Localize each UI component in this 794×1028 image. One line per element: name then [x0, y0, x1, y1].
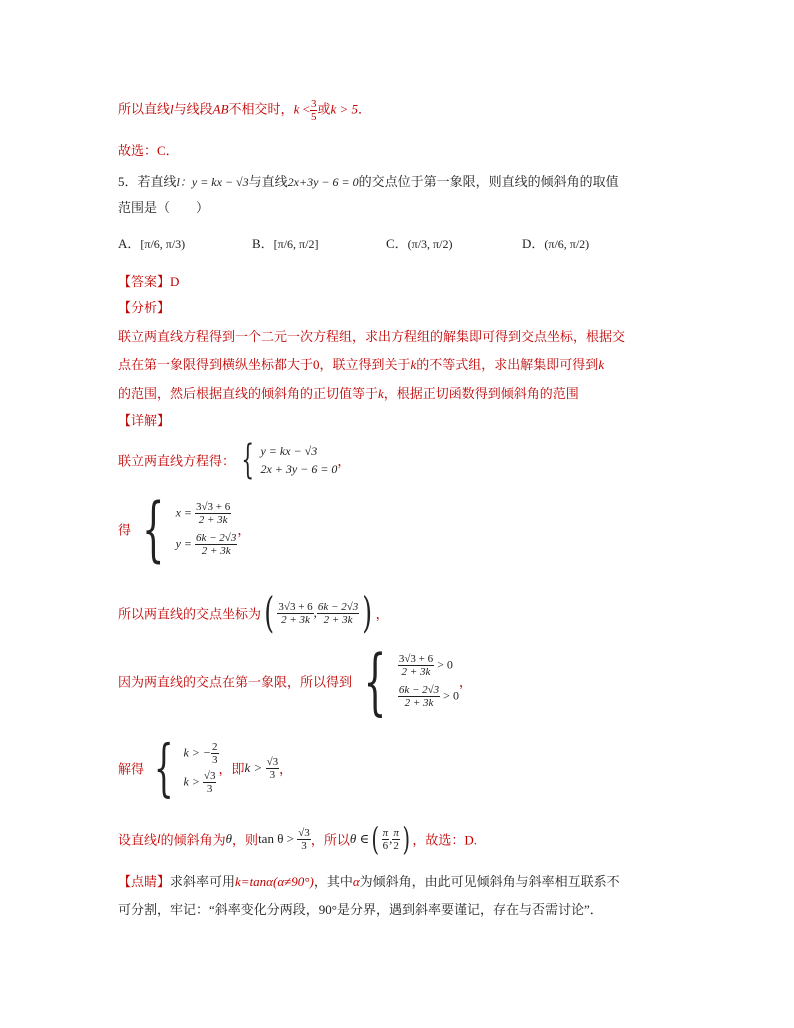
paren-left: (: [371, 820, 380, 858]
text: 为倾斜角，由此可见倾斜角与斜率相互联系不: [359, 874, 620, 889]
numerator: √3: [298, 826, 310, 839]
var-alpha: α: [352, 874, 360, 889]
answer-line: [118, 271, 179, 290]
analysis-line-1: [118, 326, 625, 345]
analysis-line-2: [118, 354, 604, 373]
denominator: 2 + 3k: [198, 514, 228, 526]
numerator: 6k − 2√3: [398, 684, 440, 696]
option-value: [π/6, π/3): [140, 237, 186, 251]
numerator: 3√3 + 6: [196, 501, 231, 513]
text: 解得: [118, 761, 145, 777]
equation-2: 2x + 3y − 6 = 0: [260, 462, 338, 476]
comma: ，: [237, 522, 251, 538]
text: ，即: [218, 761, 245, 777]
text: 联立两直线方程得到一个二元一次方程组，求出方程组的解集即可得到交点坐标，根据交: [118, 329, 626, 344]
gt-zero: > 0: [443, 688, 459, 703]
x-fraction: [195, 501, 231, 526]
inequality-x: [398, 653, 459, 678]
paren-right: ): [362, 588, 373, 637]
period: ．: [358, 101, 372, 117]
text: 的交点位于第一象限，则直线的倾斜角的取值: [358, 174, 619, 189]
comma: ，: [458, 674, 472, 690]
fraction-sqrt3-3: [203, 770, 217, 795]
text: ，故选：D.: [412, 832, 477, 848]
detail-step-2: [118, 488, 251, 570]
question-number: 5．: [118, 174, 138, 189]
equation-l: l：y = kx − √3: [176, 175, 249, 189]
detail-tag: [118, 410, 170, 429]
var-l: l: [170, 101, 174, 117]
comma: ,: [313, 605, 317, 620]
text: 不相交时，: [228, 101, 294, 117]
detail-step-1: [118, 437, 351, 483]
lt-sign: <: [302, 101, 310, 117]
comma: ,: [389, 831, 393, 846]
answer-prev-text: 故选：C．: [118, 143, 179, 158]
fraction-sqrt3-3: [266, 756, 280, 781]
option-label: A．: [118, 236, 141, 251]
var-l: l: [157, 831, 161, 846]
result-system: [183, 741, 218, 795]
text: 与直线: [248, 174, 288, 189]
text: 的范围，然后根据直线的倾斜角的正切值等于: [118, 386, 379, 401]
text: 若直线: [137, 174, 177, 189]
denominator: 2 + 3k: [323, 613, 353, 626]
comma: ，: [279, 761, 293, 777]
k-bound-1: [183, 741, 218, 766]
var-ab: AB: [212, 101, 229, 117]
denominator: 3: [212, 754, 218, 766]
text: 与线段: [173, 101, 213, 117]
var-k: k: [410, 357, 417, 372]
detail-tag-text: 【详解】: [118, 413, 171, 428]
text: 的不等式组，求出解集即可得到: [416, 357, 599, 372]
k-result: k >: [244, 760, 263, 775]
y-fraction: [398, 684, 440, 709]
comma: ，: [375, 606, 389, 622]
numerator: 3: [310, 98, 317, 110]
brace-icon: {: [363, 639, 387, 723]
text: 因为两直线的交点在第一象限，所以得到: [118, 674, 353, 690]
text: 的倾斜角为: [160, 832, 226, 848]
option-label: C．: [386, 236, 408, 251]
brace-icon: {: [241, 437, 255, 483]
comment-tag: 【点睛】: [118, 874, 171, 889]
answer-value: D: [170, 274, 180, 289]
numerator: 6k − 2√3: [196, 532, 237, 544]
denominator: 2 + 3k: [201, 545, 231, 557]
question-5-line-1: [118, 171, 619, 190]
denominator: 5: [310, 111, 317, 123]
fraction-pi-2: $\frac{\pi}{2}$: [393, 826, 399, 852]
comment-line-2: [118, 899, 603, 918]
fraction-2-3: [211, 741, 219, 766]
option-value: (π/3, π/2): [407, 237, 453, 251]
equation-1: y = kx − √3: [260, 444, 318, 458]
line-1: [118, 98, 371, 123]
option-value: [π/6, π/2]: [273, 237, 319, 251]
comma: ，: [337, 453, 351, 469]
fraction-sqrt3-3: [297, 827, 311, 852]
k-lhs: k >: [183, 774, 200, 789]
theta-in: θ ∈: [349, 831, 370, 846]
x-fraction: [398, 653, 434, 678]
text: 所以直线: [118, 101, 171, 117]
k-lhs: k > −: [183, 745, 211, 760]
equation-system: [260, 442, 337, 478]
option-label: D．: [522, 236, 545, 251]
text: 得: [118, 522, 132, 538]
brace-icon: {: [153, 731, 174, 804]
numerator: √3: [203, 770, 216, 782]
answer-tag: 【答案】: [118, 274, 171, 289]
denominator: 2 + 3k: [404, 697, 434, 709]
k-bound-2: [183, 770, 218, 795]
text: 联立两直线方程得：: [118, 453, 236, 469]
text-or: 或: [317, 101, 331, 117]
numerator: √3: [266, 755, 279, 768]
coord-x-fraction: [277, 601, 313, 626]
tan-inequality: tan θ >: [258, 831, 295, 846]
y-lhs: y =: [175, 536, 192, 551]
var-k: k: [378, 386, 384, 401]
detail-step-4: [118, 639, 472, 723]
numerator: 3√3 + 6: [398, 653, 434, 665]
text: ，则: [232, 832, 259, 848]
analysis-tag-text: 【分析】: [118, 300, 171, 315]
question-5-line-2: [118, 197, 209, 216]
text: 可分割，牢记：“斜率变化分两段，90°是分界，遇到斜率要谨记，存在与否需讨论”．: [118, 902, 603, 917]
analysis-tag: [118, 297, 170, 316]
text: 设直线: [118, 832, 158, 848]
inequality-y: [398, 684, 459, 709]
gt-zero: > 0: [437, 657, 453, 672]
fraction-pi-6: $\frac{\pi}{6}$: [382, 826, 389, 852]
text: ，根据正切函数得到倾斜角的范围: [383, 386, 579, 401]
paren-right: ): [402, 820, 410, 858]
paren-left: (: [264, 588, 275, 637]
var-k: k: [598, 357, 605, 372]
text: 求斜率可用: [170, 874, 236, 889]
detail-step-6: [118, 820, 477, 858]
option-d[interactable]: [522, 233, 589, 252]
numerator: 3√3 + 6: [278, 600, 313, 613]
numerator: 6k − 2√3: [317, 600, 359, 613]
comment-line-1: [118, 871, 620, 890]
inequality-system: [398, 653, 459, 709]
text: 所以两直线的交点坐标为: [118, 606, 262, 622]
denominator: 3: [301, 839, 307, 852]
x-lhs: x =: [175, 505, 192, 520]
detail-step-5: [118, 731, 293, 804]
solution-system: [176, 501, 238, 557]
x-solution: [176, 501, 238, 526]
analysis-line-3: [118, 383, 579, 402]
text: 范围是（ ）: [118, 200, 210, 215]
answer-prev: [118, 140, 179, 159]
denominator: 3: [269, 768, 276, 781]
text: 点在第一象限得到横纵坐标都大于0，联立得到关于: [118, 357, 411, 372]
option-label: B．: [252, 236, 274, 251]
coord-y-fraction: [317, 601, 359, 626]
option-b[interactable]: [252, 233, 318, 252]
text: ，所以: [310, 832, 350, 848]
denominator: 3: [206, 783, 213, 795]
y-fraction: [195, 532, 237, 557]
inequality-k-gt-5: k > 5: [330, 101, 358, 117]
option-value: (π/6, π/2): [544, 237, 590, 251]
y-solution: [176, 532, 238, 557]
denominator: 2 + 3k: [401, 666, 431, 678]
numerator: 2: [212, 741, 218, 753]
brace-icon: {: [142, 488, 165, 570]
option-c[interactable]: [386, 233, 452, 252]
equation-2: 2x+3y − 6 = 0: [287, 175, 359, 189]
var-k: k: [293, 101, 300, 117]
denominator: 2 + 3k: [281, 613, 310, 626]
text: ，其中: [313, 874, 353, 889]
var-theta: θ: [225, 831, 233, 846]
option-a[interactable]: [118, 233, 185, 252]
slope-formula: k=tanα(α≠90°): [235, 874, 314, 889]
detail-step-3: [118, 588, 389, 637]
